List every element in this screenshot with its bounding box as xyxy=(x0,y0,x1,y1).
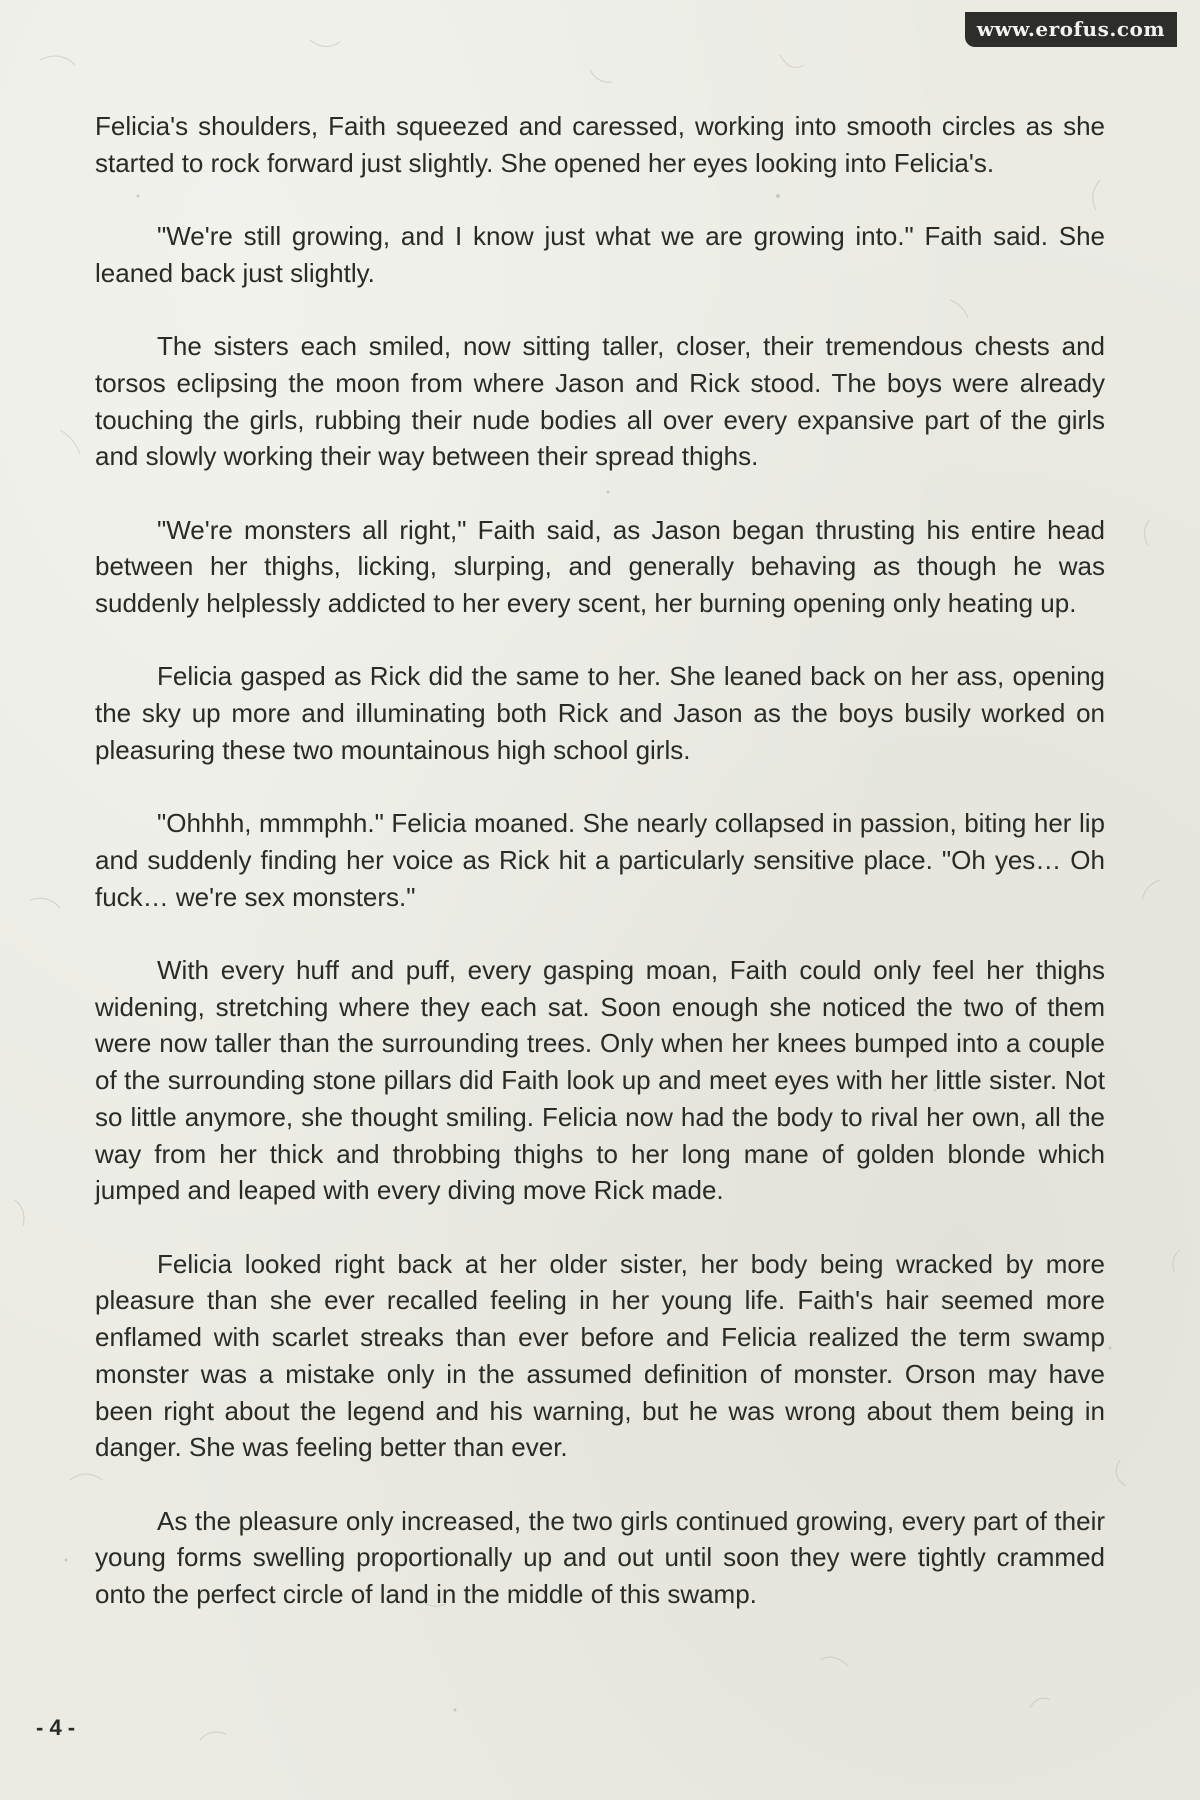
page-number: - 4 - xyxy=(36,1715,76,1740)
paragraph: "We're still growing, and I know just what we are growing into." Faith said. She leaned back just slightly. xyxy=(95,221,1105,288)
paragraph: Felicia's shoulders, Faith squeezed and caressed, working into smooth circles as she started to rock forward just slightly. She opened her eyes looking into Felicia's. xyxy=(95,111,1105,178)
paragraph: "We're monsters all right," Faith said, as Jason began thrusting his entire head between her thighs, licking, slurping, and generally behaving as though he was suddenly helplessly addicted to her every scent, her burning opening only heating up. xyxy=(95,514,1105,619)
paragraph: The sisters each smiled, now sitting taller, closer, their tremendous chests and torsos eclipsing the moon from where Jason and Rick stood. The boys were already touching the girls, rubbing their nude bodies all over every expansive part of the girls and slowly working their way between their spread thighs. xyxy=(95,331,1105,472)
paragraph: Felicia looked right back at her older sister, her body being wracked by more pleasure than she ever recalled feeling in her young life. Faith's hair seemed more enflamed with scarlet streaks than ever before and Felicia realized the term swamp monster was a mistake only in the assumed definition of monster. Orson may have been right about the legend and his warning, but he was wrong about them being in danger. She was feeling better than ever. xyxy=(95,1248,1105,1463)
story-text xyxy=(95,108,1105,1649)
paragraph: "Ohhhh, mmmphh." Felicia moaned. She nearly collapsed in passion, biting her lip and suddenly finding her voice as Rick hit a particularly sensitive place. "Oh yes… Oh fuck… we're sex monsters." xyxy=(95,808,1105,912)
paragraph: With every huff and puff, every gasping moan, Faith could only feel her thighs widening, stretching where they each sat. Soon enough she noticed the two of them were now taller than the surrounding trees. Only when her knees bumped into a couple of the surrounding stone pillars did Faith look up and meet eyes with her little sister. Not so little anymore, she thought smiling. Felicia now had the body to rival her own, all the way from her thick and throbbing thighs to her long mane of golden blonde which jumped and leaped with every diving move Rick made. xyxy=(95,955,1105,1206)
paragraph: Felicia gasped as Rick did the same to her. She leaned back on her ass, opening the sky up more and illuminating both Rick and Jason as the boys busily worked on pleasuring these two mountainous high school girls. xyxy=(95,661,1105,765)
watermark: www.erofus.com xyxy=(965,12,1177,47)
paragraph: As the pleasure only increased, the two girls continued growing, every part of their young forms swelling proportionally up and out until soon they were tightly crammed onto the perfect circle of land in the middle of this swamp. xyxy=(95,1505,1105,1609)
